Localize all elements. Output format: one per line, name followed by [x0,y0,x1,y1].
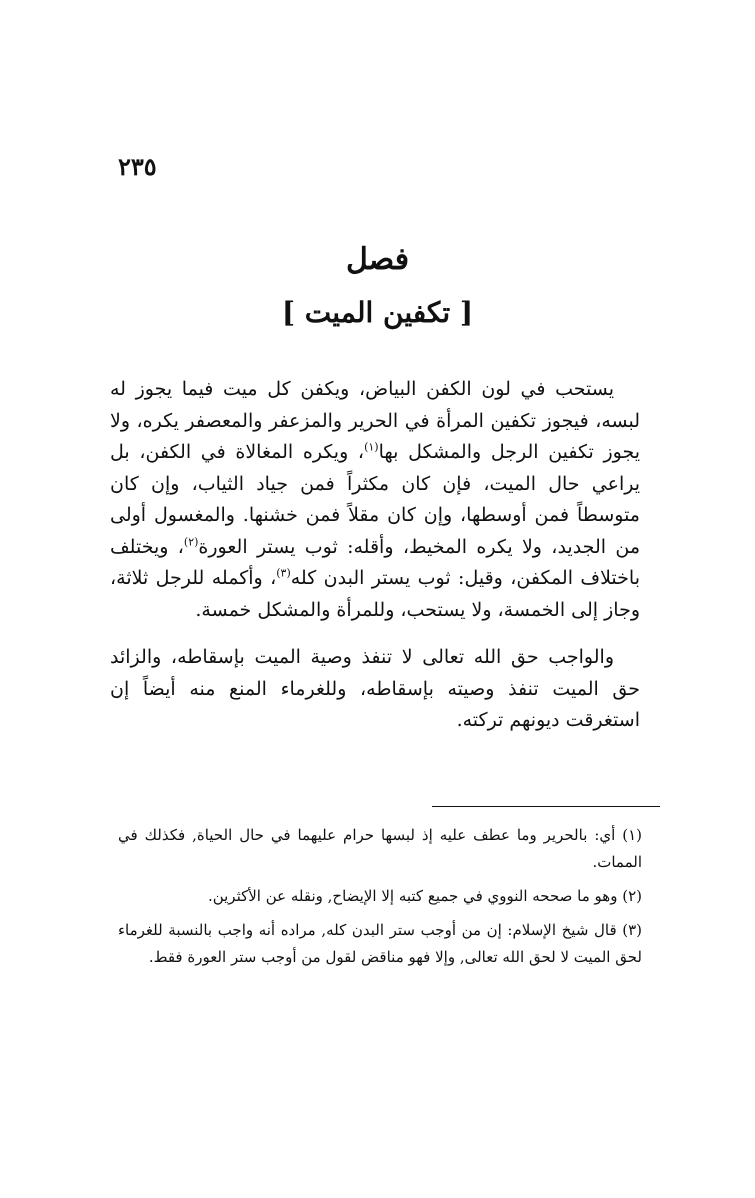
footnote-2: (٢) وهو ما صححه النووي في جميع كتبه إلا الإيضاح, ونقله عن الأكثرين. [207,887,642,905]
footnote-ref-3: (٣) [276,566,291,580]
footnote-ref-2: (٢) [183,535,199,549]
paragraph-2 [110,642,640,737]
footnotes [118,822,642,978]
page-number: ٢٣٥ [118,152,157,181]
text-segment: يستحب في لون الكفن البياض، ويكفن كل ميت فيما يجوز له لبسه، فيجوز تكفين المرأة في الحرير والمزعفر والمعصفر يكره، ولا يجوز تكفين الرجل والمشكل بها [110,378,641,463]
footnote-separator [432,806,660,807]
text-segment: والواجب حق الله تعالى لا تنفذ وصية الميت بإسقاطه، والزائد حق الميت تنفذ وصيته بإسقاطه، وللغرماء المنع منه أيضاً إن استغرقت ديونهم تركته. [110,646,640,731]
text-segment: ، ويختلف باختلاف المكفن، وقيل: ثوب يستر البدن كله [110,535,640,589]
section-subtitle: [ تكفين الميت ] [281,296,474,329]
footnote-1: (١) أي: بالحرير وما عطف عليه إذ لبسها حرام عليهما في حال الحياة, فكذلك في الممات. [118,826,642,871]
footnote-ref-1: (١) [364,440,379,454]
section-title: فصل [345,242,410,277]
footnote-3: (٣) قال شيخ الإسلام: إن من أوجب ستر البدن كله, مراده أنه واجب بالنسبة للغرماء لحق الميت لا لحق الله تعالى, وإلا فهو مناقض لقول من أوجب ستر العورة فقط. [118,921,642,966]
text-segment: ، وأكمله للرجل ثلاثة، وجاز إلى الخمسة، ولا يستحب، وللمرأة والمشكل خمسة. [110,567,640,621]
paragraph-1 [110,374,640,626]
text-segment: ، ويكره المغالاة في الكفن، بل يراعي حال الميت، فإن كان مكثراً فمن جياد الثياب، وإن كان متوسطاً فمن أوسطها، وإن كان مقلاً فمن خشنها. والمغسول أولى من الجديد، ولا يكره المخيط، وأقله: ثوب يستر العورة [110,441,640,558]
main-text [110,374,640,737]
section-heading [0,240,755,332]
